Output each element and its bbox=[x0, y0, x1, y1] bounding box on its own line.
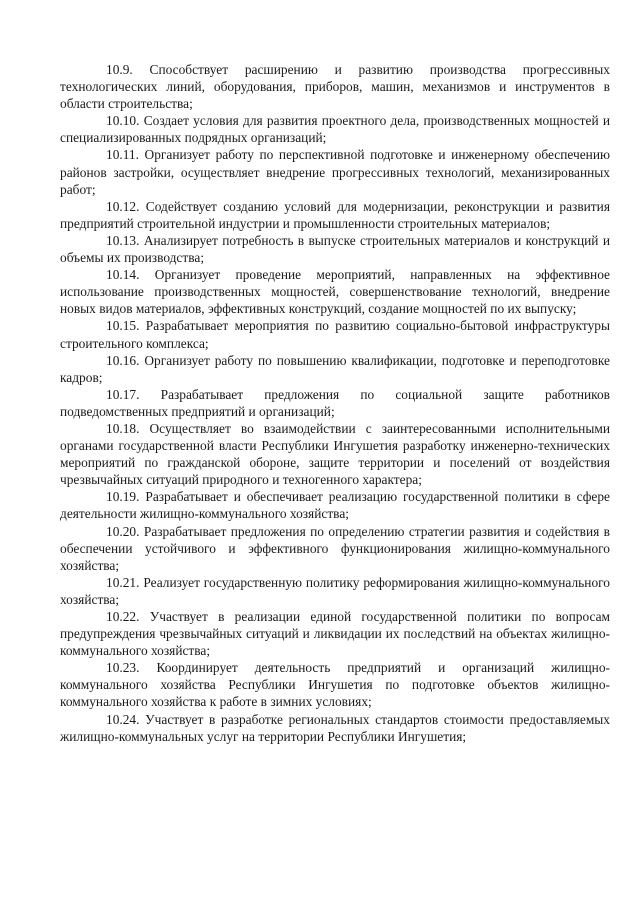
paragraph-10-17: 10.17. Разрабатывает предложения по социальной защите работников подведомственных предприятий и организаций; bbox=[60, 386, 610, 419]
paragraph-10-11: 10.11. Организует работу по перспективной подготовке и инженерному обеспечению районов застройки, осуществляет внедрение прогрессивных технологий, механизированных работ; bbox=[60, 147, 610, 197]
paragraph-10-15: 10.15. Разрабатывает мероприятия по развитию социально-бытовой инфраструктуры строительного комплекса; bbox=[60, 318, 610, 351]
paragraph-10-16: 10.16. Организует работу по повышению квалификации, подготовке и переподготовке кадров; bbox=[60, 352, 610, 385]
paragraph-10-24: 10.24. Участвует в разработке региональных стандартов стоимости предоставляемых жилищно-коммунальных услуг на территории Республики Ингушетия; bbox=[60, 711, 610, 744]
paragraph-10-19: 10.19. Разрабатывает и обеспечивает реализацию государственной политики в сфере деятельности жилищно-коммунального хозяйства; bbox=[60, 489, 610, 522]
paragraph-10-13: 10.13. Анализирует потребность в выпуске строительных материалов и конструкций и объемы их производства; bbox=[60, 232, 610, 266]
document-page bbox=[60, 61, 610, 745]
paragraph-10-12: 10.12. Содействует созданию условий для модернизации, реконструкции и развития предприятий строительной индустрии и промышленности строительных материалов; bbox=[60, 198, 610, 231]
paragraph-10-20: 10.20. Разрабатывает предложения по определению стратегии развития и содействия в обеспечении устойчивого и эффективного функционирования жилищно-коммунального хозяйства; bbox=[60, 523, 610, 573]
paragraph-10-21: 10.21. Реализует государственную политику реформирования жилищно-коммунального хозяйства; bbox=[60, 574, 610, 607]
paragraph-10-22: 10.22. Участвует в реализации единой государственной политики по вопросам предупреждения чрезвычайных ситуаций и ликвидации их последствий на объектах жилищно-коммунального хозяйства; bbox=[60, 609, 610, 659]
paragraph-10-9: 10.9. Способствует расширению и развитию производства прогрессивных технологических линий, оборудования, приборов, машин, механизмов и инструментов в области строительства; bbox=[60, 62, 610, 112]
paragraph-10-14: 10.14. Организует проведение мероприятий, направленных на эффективное использование производственных мощностей, совершенствование технологий, внедрение новых видов материалов, эффективных конструкций, создание мощностей по их выпуску; bbox=[60, 267, 610, 317]
paragraph-10-23: 10.23. Координирует деятельность предприятий и организаций жилищно-коммунального хозяйства Республики Ингушетия по подготовке объектов жилищно-коммунального хозяйства к работе в зимних условиях; bbox=[60, 660, 610, 710]
paragraph-10-10: 10.10. Создает условия для развития проектного дела, производственных мощностей и специализированных подрядных организаций; bbox=[60, 113, 610, 146]
paragraph-10-18: 10.18. Осуществляет во взаимодействии с заинтересованными исполнительными органами государственной власти Республики Ингушетия разработку инженерно-технических мероприятий по гражданской обороне, защите территории и поселений от воздействия чрезвычайных ситуаций природного и техногенного характера; bbox=[60, 420, 610, 488]
